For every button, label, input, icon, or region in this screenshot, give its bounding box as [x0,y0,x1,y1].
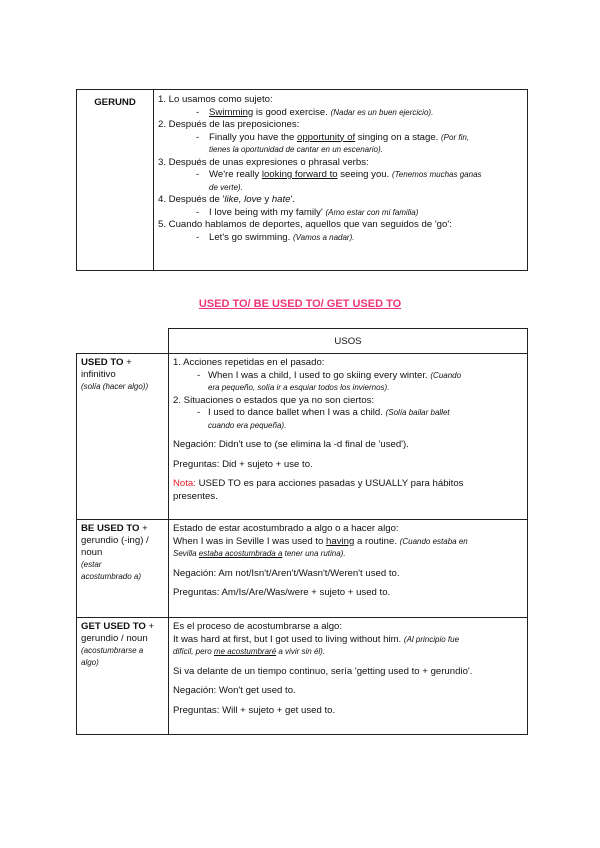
be-used-to-questions: Preguntas: Am/Is/Are/Was/were + sujeto + used to. [173,587,391,598]
usos-header: USOS [169,329,528,354]
be-used-to-label-cell: BE USED TO + gerundio (-ing) / noun (estar acostumbrado a) [77,520,169,618]
be-used-to-label: BE USED TO [81,523,140,534]
used-to-table [76,328,528,735]
gerund-table [76,89,528,271]
gerund-example-2-cont: tienes la oportunidad de cantar en un escenario). [209,145,383,154]
used-to-label: USED TO [81,357,124,368]
gerund-item-3: 3. Después de unas expresiones o phrasal verbs: [158,156,369,168]
used-to-label-cell: USED TO + infinitivo (solía (hacer algo)) [77,354,169,520]
gerund-item-4: 4. Después de 'like, love y hate'. [158,194,296,205]
used-to-point-1: 1. Acciones repetidas en el pasado: [173,357,325,368]
used-to-content-cell: 1. Acciones repetidas en el pasado: - When I was a child, I used to go skiing every winter. (Cuando era pequeño, solía ir a esquiar todos los inviernos). 2. Situaciones o estados que ya no son ciertos: - I used to dance ballet when I was a child. (Solía bailar ballet cuando era pequeña). Negación: Didn't use to (se elimina la -d final de 'used'). Preguntas: Did + sujeto + use to. Nota: USED TO es para acciones pasadas y USUALLY para hábitos presentes. [169,354,528,520]
gerund-item-1: 1. Lo usamos como sujeto: [158,94,273,105]
be-used-to-negation: Negación: Am not/Isn't/Aren't/Wasn't/Weren't used to. [173,567,400,579]
get-used-to-questions: Preguntas: Will + sujeto + get used to. [173,704,336,716]
gerund-example-3: - We're really looking forward to seeing you. (Tenemos muchas ganas [196,169,482,180]
be-used-to-content-cell: Estado de estar acostumbrado a algo o a hacer algo: When I was in Seville I was used to having a routine. (Cuando estaba en Sevilla estaba acostumbrada a tener una rutina). Negación: Am not/Isn't/Aren't/Wasn't/Weren't used to. Preguntas: Am/Is/Are/Was/were + sujeto + used to. [169,520,528,618]
section-title: USED TO/ BE USED TO/ GET USED TO [198,298,402,310]
get-used-to-content-cell: Es el proceso de acostumbrarse a algo: It was hard at first, but I got used to living without him. (Al principio fue difícil, pero me acostumbraré a vivir sin él). Si va delante de un tiempo continuo, sería 'getting used to + gerundio'. Negación: Won't get used to. Preguntas: Will + sujeto + get used to. [169,618,528,735]
get-used-to-negation: Negación: Won't get used to. [173,685,296,696]
gerund-example-5: - Let's go swimming. (Vamos a nadar). [196,231,355,243]
gerund-label: GERUND [94,97,136,108]
get-used-to-continuous: Si va delante de un tiempo continuo, sería 'getting used to + gerundio'. [173,665,473,677]
used-to-example-1: - When I was a child, I used to go skiing every winter. (Cuando [197,369,462,381]
gerund-example-3-cont: de verte). [209,182,243,192]
used-to-negation: Negación: Didn't use to (se elimina la -d final de 'used'). [173,439,409,450]
used-to-point-2: 2. Situaciones o estados que ya no son ciertos: [173,394,375,406]
gerund-item-2: 2. Después de las preposiciones: [158,119,300,130]
gerund-content-cell [154,90,528,271]
used-to-questions: Preguntas: Did + sujeto + use to. [173,458,313,470]
used-to-example-2: - I used to dance ballet when I was a child. (Solía bailar ballet [197,407,450,418]
gerund-label-cell [77,90,154,271]
be-used-to-example: When I was in Seville I was used to having a routine. (Cuando estaba en [173,535,468,547]
gerund-item-5: 5. Cuando hablamos de deportes, aquellos que van seguidos de 'go': [158,219,452,230]
gerund-example-1: - Swimming is good exercise. (Nadar es un buen ejercicio). [196,106,434,118]
gerund-example-2: - Finally you have the opportunity of singing on a stage. (Por fin, [196,131,470,143]
gerund-example-4: - I love being with my family' (Amo estar con mi familia) [196,206,419,218]
used-to-note: Nota: USED TO es para acciones pasadas y USUALLY para hábitos [173,478,464,489]
get-used-to-label: GET USED TO [81,621,146,632]
get-used-to-definition: Es el proceso de acostumbrarse a algo: [173,621,343,632]
usos-empty-cell [77,329,169,354]
be-used-to-definition: Estado de estar acostumbrado a algo o a hacer algo: [173,523,399,534]
get-used-to-label-cell: GET USED TO + gerundio / noun (acostumbrarse a algo) [77,618,169,735]
get-used-to-example: It was hard at first, but I got used to living without him. (Al principio fue [173,633,460,645]
